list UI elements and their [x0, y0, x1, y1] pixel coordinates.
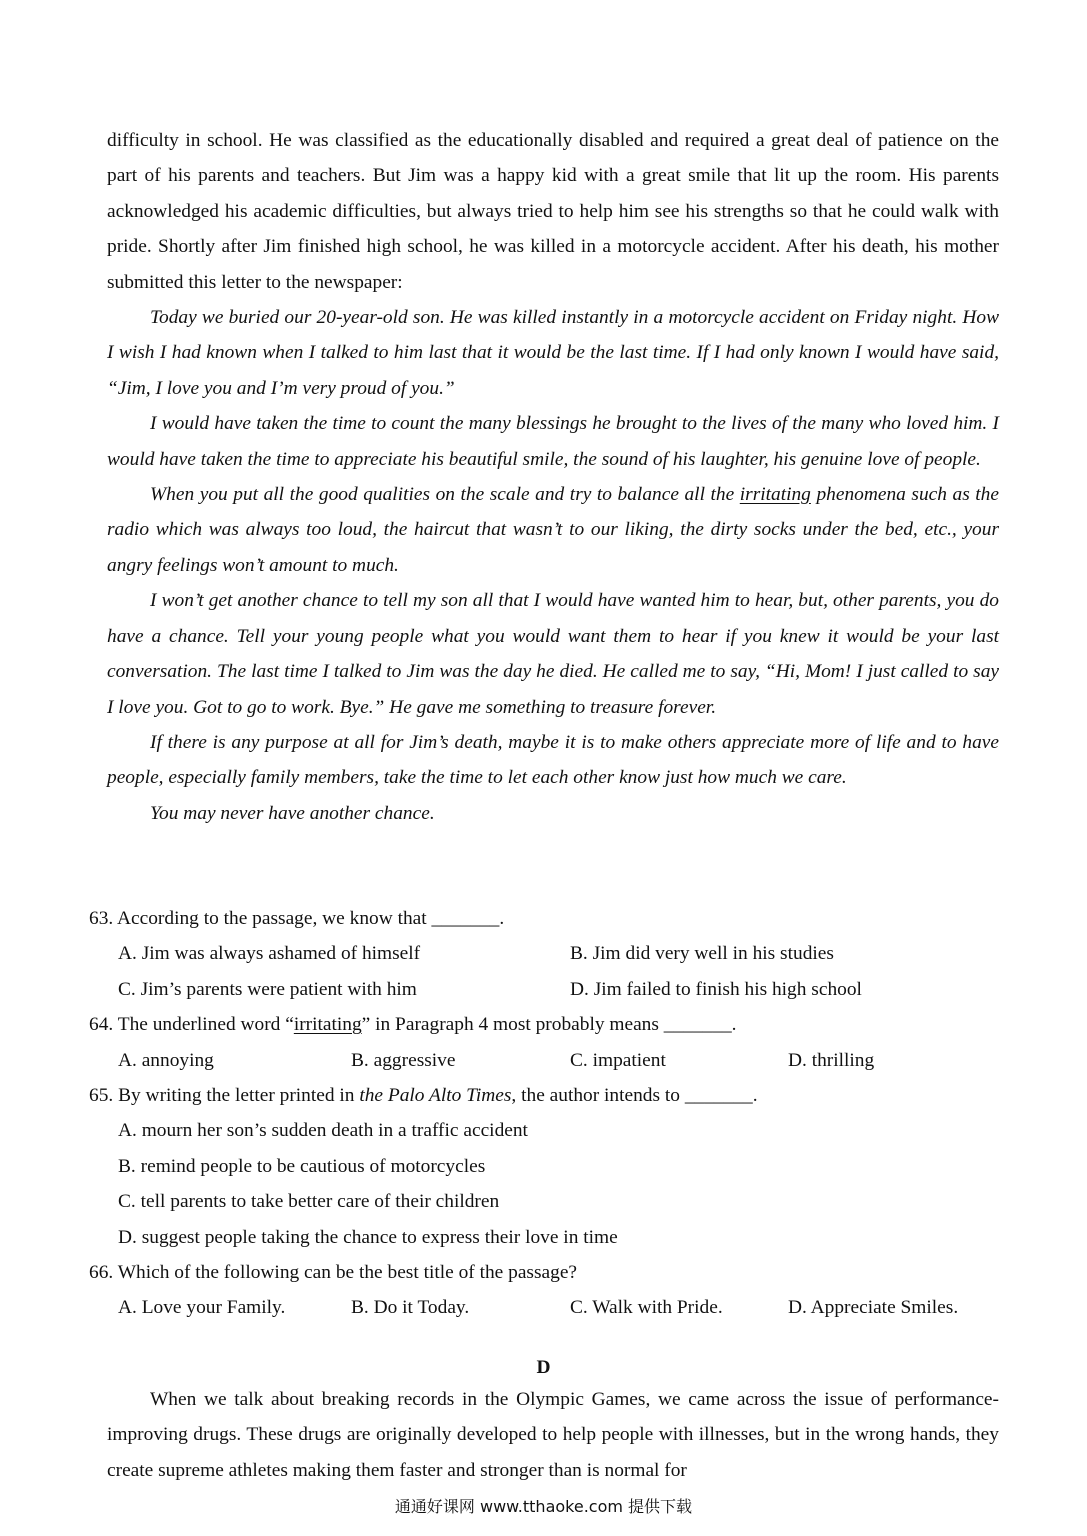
q65-stem-before: 65. By writing the letter printed in: [89, 1085, 360, 1107]
question-64-option-b: B. aggressive: [351, 1049, 456, 1071]
letter-p3-before: When you put all the good qualities on the scale and try to balance all the: [150, 484, 740, 506]
question-63-option-b: B. Jim did very well in his studies: [570, 943, 834, 965]
question-65-option-d: D. suggest people taking the chance to express their love in time: [118, 1226, 618, 1248]
passage-intro: difficulty in school. He was classified as the educationally disabled and required a great deal of patience on the part of his parents and teachers. But Jim was a happy kid with a great smile that lit up the room. His parents acknowledged his academic difficulties, but always tried to help him see his strengths so that he could walk with pride. Shortly after Jim finished high school, he was killed in a motorcycle accident. After his death, his mother submitted this letter to the newspaper:: [107, 130, 999, 293]
question-63-stem: 63. According to the passage, we know that _______.: [89, 908, 505, 929]
q65-stem-italic: the Palo Alto Times: [359, 1085, 512, 1107]
question-63-option-a: A. Jim was always ashamed of himself: [118, 943, 421, 965]
question-66-option-c: C. Walk with Pride.: [570, 1297, 723, 1319]
question-66-options: [118, 1290, 1049, 1325]
question-64-options: [118, 1043, 1049, 1078]
section-d: [107, 1382, 999, 1488]
question-64-option-c: C. impatient: [570, 1049, 666, 1071]
question-65-option-c: C. tell parents to take better care of their children: [118, 1191, 500, 1213]
question-66-option-a: A. Love your Family.: [118, 1297, 286, 1319]
q64-underlined-word: irritating: [293, 1014, 362, 1036]
question-65-option-b: B. remind people to be cautious of motorcycles: [118, 1155, 486, 1177]
letter-paragraph-3: [107, 477, 999, 583]
letter-paragraph-4: I won’t get another chance to tell my son all that I would have wanted him to hear, but, other parents, you do have a chance. Tell your young people what you would want them to hear if you knew it would be your last conversation. The last time I talked to Jim was the day he died. He called me to say, “Hi, Mom! I just called to say I love you. Got to go to work. Bye.” He gave me something to treasure forever.: [107, 590, 999, 718]
question-64-option-a: A. annoying: [118, 1049, 214, 1071]
question-63-option-c: C. Jim’s parents were patient with him: [118, 978, 417, 1000]
q64-stem-before: 64. The underlined word “: [89, 1014, 294, 1036]
questions: [89, 901, 1049, 1326]
question-66-option-b: B. Do it Today.: [351, 1297, 470, 1319]
question-63-options-row-2: [118, 972, 1049, 1007]
letter-p3-after: phenomena such as the radio which was always too loud, the haircut that wasn’t to our liking, the dirty socks under the bed, etc., your angry feelings won’t amount to much.: [107, 484, 999, 576]
question-64-option-d: D. thrilling: [788, 1049, 875, 1071]
question-64-stem: [89, 1007, 1049, 1042]
letter-paragraph-6: You may never have another chance.: [150, 802, 435, 824]
q65-stem-after: , the author intends to _______.: [511, 1085, 758, 1107]
letter-paragraph-1: Today we buried our 20-year-old son. He was killed instantly in a motorcycle accident on Friday night. How I wish I had known when I talked to him last that it would be the last time. If I had only known I would have said, “Jim, I love you and I’m very proud of you.”: [107, 307, 999, 399]
section-d-heading: D: [536, 1357, 551, 1378]
underlined-word-irritating: irritating: [739, 484, 811, 506]
question-66-option-d: D. Appreciate Smiles.: [788, 1297, 959, 1319]
question-66-stem: 66. Which of the following can be the best title of the passage?: [89, 1262, 578, 1284]
question-63-options-row-1: [118, 936, 1049, 971]
page-footer: 通通好课网 www.tthaoke.com 提供下载: [394, 1497, 693, 1516]
question-63-option-d: D. Jim failed to finish his high school: [570, 978, 862, 1000]
section-d-paragraph: When we talk about breaking records in the Olympic Games, we came across the issue of performance-improving drugs. These drugs are originally developed to help people with illnesses, but in the wrong hands, they create supreme athletes making them faster and stronger than is normal for: [107, 1389, 999, 1481]
q64-stem-after: ” in Paragraph 4 most probably means _______.: [361, 1014, 737, 1036]
passage-c: [107, 123, 999, 831]
letter-paragraph-2: I would have taken the time to count the many blessings he brought to the lives of the many who loved him. I would have taken the time to appreciate his beautiful smile, the sound of his laughter, his genuine love of people.: [107, 413, 999, 470]
question-65-stem: [89, 1078, 1049, 1113]
question-65-option-a: A. mourn her son’s sudden death in a traffic accident: [118, 1120, 528, 1142]
letter-paragraph-5: If there is any purpose at all for Jim’s death, maybe it is to make others appreciate more of life and to have people, especially family members, take the time to let each other know just how much we care.: [107, 731, 999, 789]
